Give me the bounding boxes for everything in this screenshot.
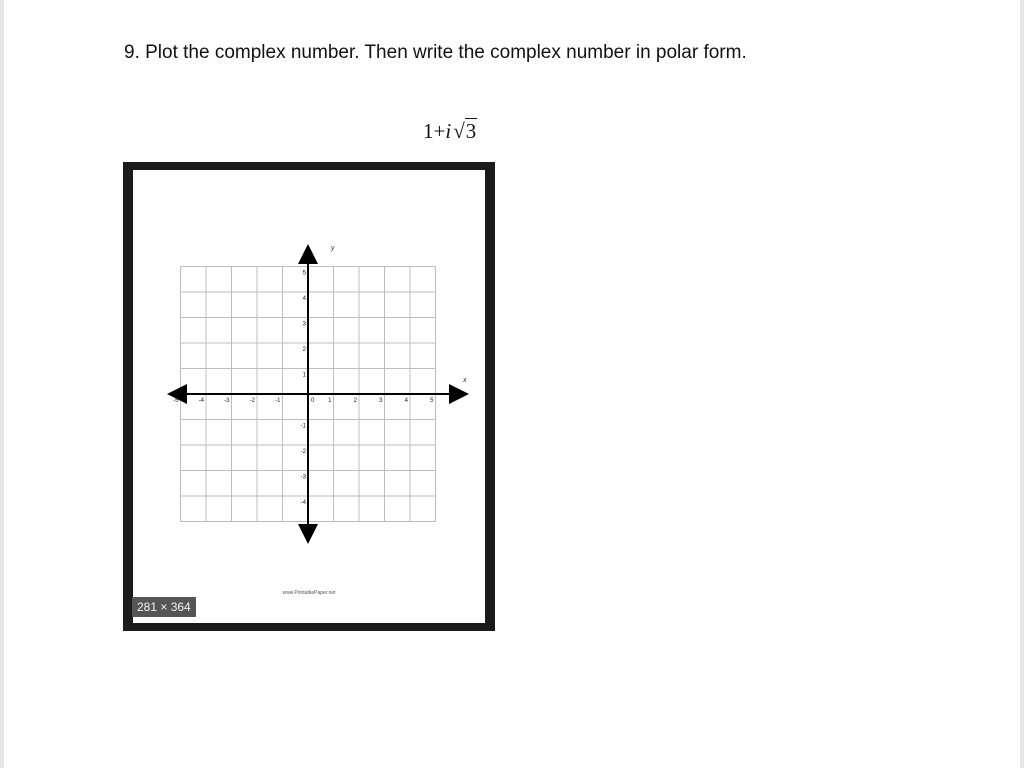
real-part: 1 <box>423 119 434 143</box>
radical-sign: √ <box>453 119 465 143</box>
radicand: 3 <box>465 119 477 143</box>
x-tick-label: -3 <box>224 398 230 404</box>
coordinate-plane[interactable] <box>133 170 485 623</box>
imaginary-unit: i <box>445 119 452 143</box>
origin-label: 0 <box>311 398 315 404</box>
x-axis-label: x <box>463 377 467 384</box>
y-tick-label: 1 <box>302 372 306 379</box>
x-tick-label: 1 <box>328 398 332 404</box>
watermark-text: www.PrintablePaper.net <box>282 590 336 596</box>
y-tick-label: 5 <box>302 270 306 277</box>
page-edge-right <box>1020 0 1024 768</box>
x-tick-label: -1 <box>275 398 281 404</box>
x-tick-label: 5 <box>430 398 434 404</box>
x-tick-label: 4 <box>404 398 408 404</box>
y-tick-label: -4 <box>300 500 306 506</box>
y-axis-arrow-up-icon <box>298 244 318 264</box>
y-tick-label: -2 <box>300 449 306 455</box>
x-tick-label: 2 <box>353 398 357 404</box>
y-axis-label: y <box>331 245 335 252</box>
y-tick-label: 3 <box>302 321 306 328</box>
x-tick-label: -5 <box>173 398 179 404</box>
x-tick-label: 3 <box>379 398 383 404</box>
graph-image-frame[interactable] <box>123 162 495 631</box>
complex-number-expression <box>423 119 477 144</box>
y-tick-label: -1 <box>300 423 306 430</box>
x-axis-arrow-right-icon <box>449 384 469 404</box>
question-text: 9. Plot the complex number. Then write the complex number in polar form. <box>124 42 747 63</box>
y-tick-label: -5 <box>300 525 306 532</box>
image-dimensions-badge: 281 × 364 <box>132 597 196 617</box>
x-tick-label: -2 <box>249 398 255 404</box>
plus-sign: + <box>433 119 446 143</box>
y-tick-label: 2 <box>302 347 306 353</box>
y-tick-label: -3 <box>300 474 306 481</box>
page-edge-left <box>0 0 4 768</box>
tick-labels <box>173 271 434 532</box>
x-tick-label: -4 <box>198 398 204 404</box>
y-tick-label: 4 <box>302 296 306 302</box>
axes <box>167 244 469 544</box>
graph-paper <box>133 170 485 623</box>
